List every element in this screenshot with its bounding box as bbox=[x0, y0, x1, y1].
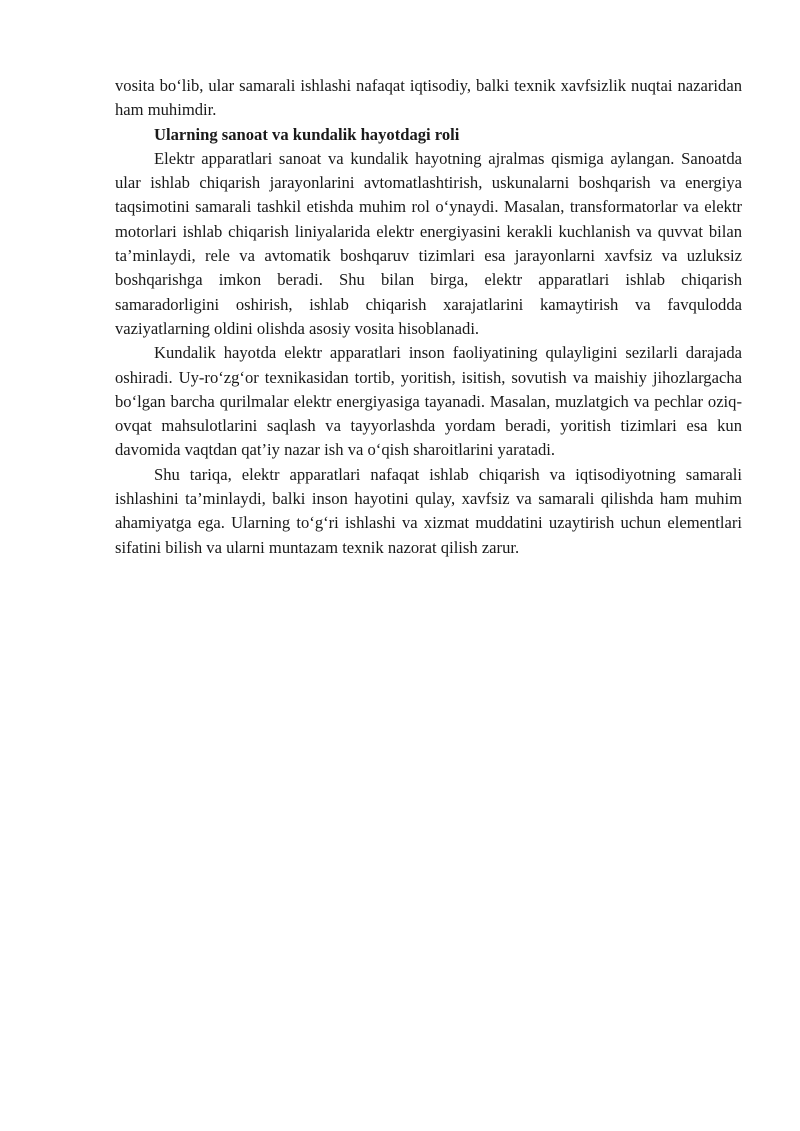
paragraph-daily-life: Kundalik hayotda elektr apparatlari inson faoliyatining qulayligini sezilarli darajada oshiradi. Uy-ro‘zg‘or texnikasidan tortib, yoritish, isitish, sovutish va maishiy jihozlargacha bo‘lgan barcha qurilmalar elektr energiyasiga tayanadi. Masalan, muzlatgich va pechlar oziq-ovqat mahsulotlarini saqlash va tayyorlashda yordam beradi, yoritish tizimlari esa kun davomida vaqtdan qat’iy nazar ish va o‘qish sharoitlarini yaratadi. bbox=[115, 343, 742, 460]
paragraph-industry: Elektr apparatlari sanoat va kundalik hayotning ajralmas qismiga aylangan. Sanoatda ular ishlab chiqarish jarayonlarini avtomatlashtirish, uskunalarni boshqarish va energiya taqsimotini samarali tashkil etishda muhim rol o‘ynaydi. Masalan, transformatorlar va elektr motorlari ishlab chiqarish liniyalarida elektr energiyasini kerakli kuchlanish va quvvat bilan ta’minlaydi, rele va avtomatik boshqaruv tizimlari esa jarayonlarni xavfsiz va uzluksiz boshqarishga imkon beradi. Shu bilan birga, elektr apparatlari ishlab chiqarish samaradorligini oshirish, ishlab chiqarish xarajatlarini kamaytirish va favqulodda vaziyatlarning oldini olishda asosiy vosita hisoblanadi. bbox=[115, 148, 742, 338]
document-page bbox=[115, 74, 742, 560]
section-heading: Ularning sanoat va kundalik hayotdagi roli bbox=[154, 124, 460, 144]
continuation-paragraph: vosita bo‘lib, ular samarali ishlashi nafaqat iqtisodiy, balki texnik xavfsizlik nuqtai nazaridan ham muhimdir. bbox=[115, 76, 742, 120]
paragraph-conclusion: Shu tariqa, elektr apparatlari nafaqat ishlab chiqarish va iqtisodiyotning samarali ishlashini ta’minlaydi, balki inson hayotini qulay, xavfsiz va samarali qilishda ham muhim ahamiyatga ega. Ularning to‘g‘ri ishlashi va xizmat muddatini uzaytirish uchun elementlari sifatini bilish va ularni muntazam texnik nazorat qilish zarur. bbox=[115, 464, 742, 557]
